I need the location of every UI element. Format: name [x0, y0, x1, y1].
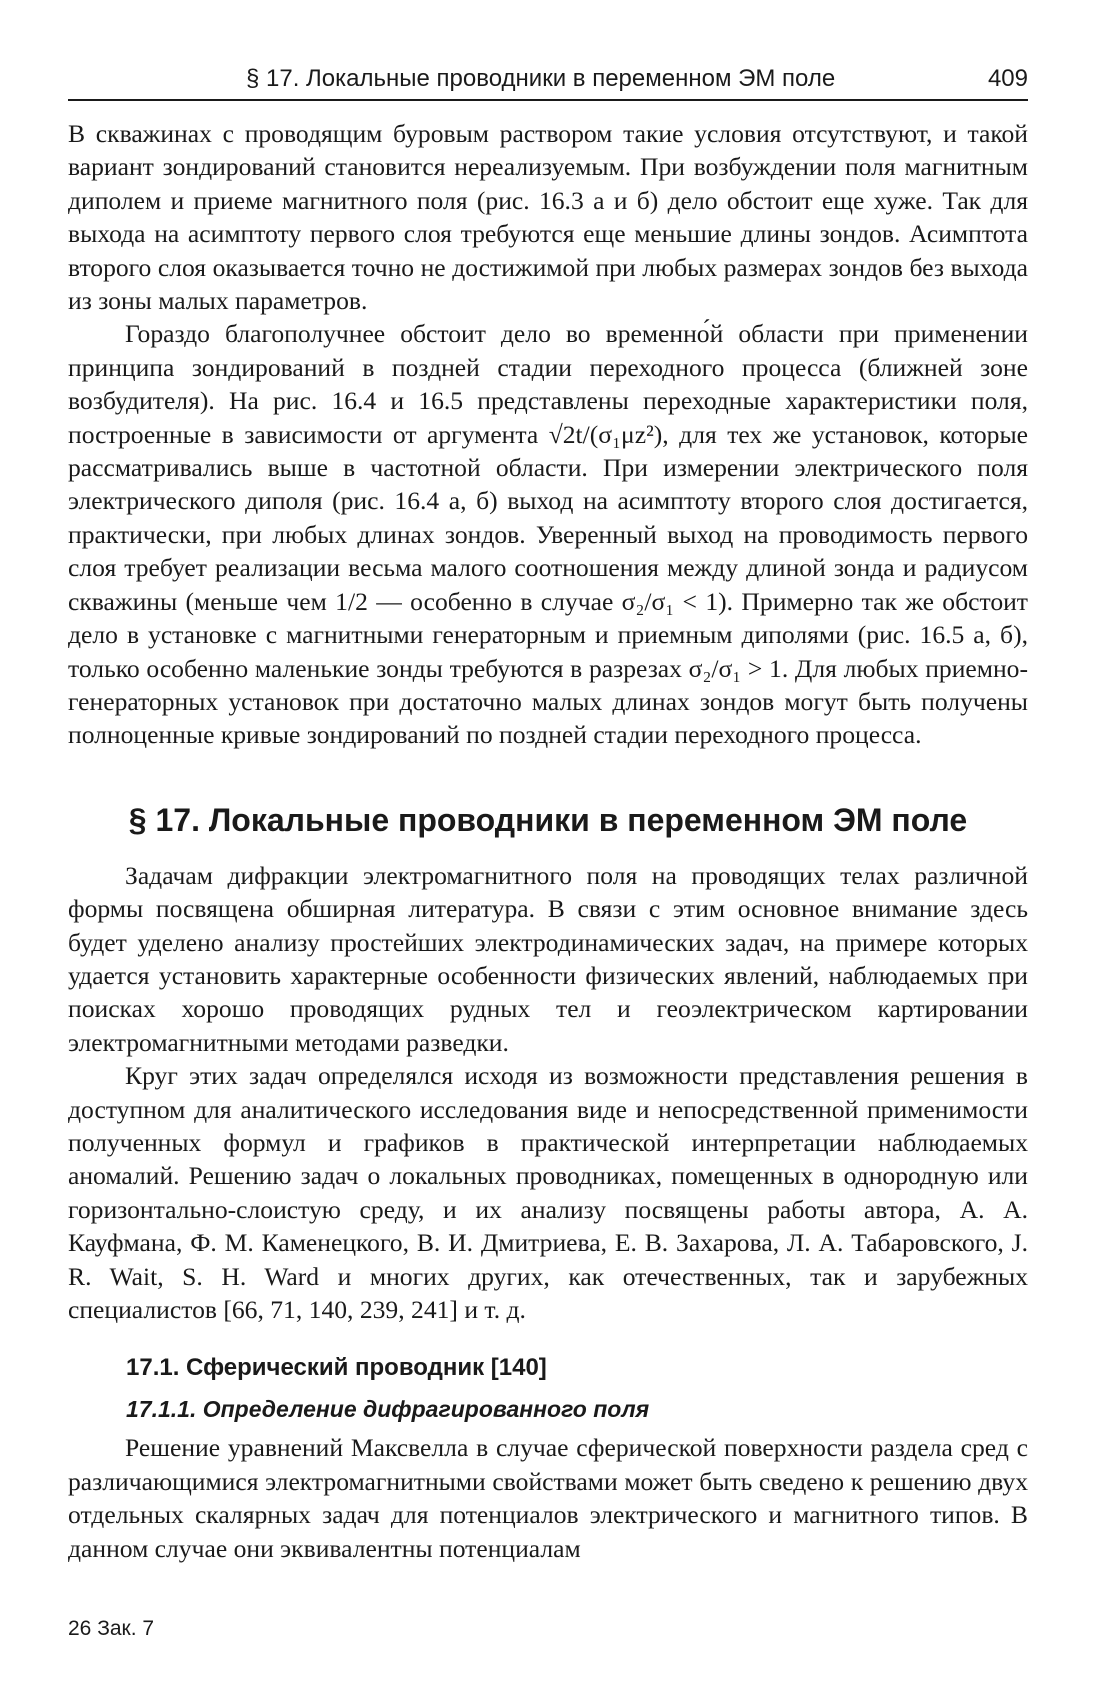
subsubsection-heading: 17.1.1. Определение дифрагированного поля [126, 1396, 650, 1423]
footer-signature: 26 Зак. 7 [68, 1617, 155, 1640]
section-heading: § 17. Локальные проводники в переменном ЭМ поле [128, 801, 968, 838]
paragraph-section-intro: Задачам дифракции электромагнитного поля на проводящих телах различной формы посвящена обширная литература. В связи с этим основное внимание здесь будет уделено анализу простейших электродинамических задач, на примере которых удается установить характерные особенности физических явлений, наблюдаемых при поисках хорошо проводящих рудных тел и геоэлектрическом картировании электромагнитными методами разведки. [68, 860, 1028, 1057]
paragraph-transient: Гораздо благополучнее обстоит дело во временно́й области при применении принципа зондирований в поздней стадии переходного процесса (ближней зоне возбудителя). На рис. 16.4 и 16.5 представлены переходные характеристики поля, построенные в зависимости от аргумента √2t/(σ₁μz²), для тех же установок, которые рассматривались выше в частотной области. При измерении электрического поля электрического диполя (рис. 16.4 а, б) выход на асимптоту второго слоя достигается, практически, при любых длинах зондов. Уверенный выход на проводимость первого слоя требует реализации весьма малого соотношения между длиной зонда и радиусом скважины (меньше чем 1/2 — особенно в случае σ₂/σ₁ < 1). Примерно так же обстоит дело в установке с магнитными генераторным и приемным диполями (рис. 16.5 а, б), только особенно маленькие зонды требуются в разрезах σ₂/σ₁ > 1. Для любых приемно-генераторных установок при достаточно малых длинах зондов могут быть получены полноценные кривые зондирований по поздней стадии переходного процесса. [68, 319, 1028, 750]
running-head [68, 55, 1028, 101]
paragraph-continuation: В скважинах с проводящим буровым раствором такие условия отсутствуют, и такой вариант зондирований становится нереализуемым. При возбуждении поля магнитным диполем и приеме магнитного поля (рис. 16.3 а и б) дело обстоит еще хуже. Так для выхода на асимптоту первого слоя требуются еще меньшие длины зондов. Асимптота второго слоя оказывается точно не достижимой при любых размерах зондов без выхода из зоны малых параметров. [68, 119, 1028, 316]
page-number: 409 [987, 65, 1028, 92]
paragraph-subsection: Решение уравнений Максвелла в случае сферической поверхности раздела сред с различающимися электромагнитными свойствами может быть сведено к решению двух отдельных скалярных задач для потенциалов электрического и магнитного типов. В данном случае они эквивалентны потенциалам [68, 1433, 1028, 1563]
page [68, 55, 1028, 1565]
running-head-title: § 17. Локальные проводники в переменном ЭМ поле [246, 65, 836, 92]
paragraph-section-scope: Круг этих задач определялся исходя из возможности представления решения в доступном для аналитического исследования виде и непосредственной применимости полученных формул и графиков в практической интерпретации наблюдаемых аномалий. Решению задач о локальных проводниках, помещенных в однородную или горизонтально-слоистую среду, и их анализу посвящены работы автора, А. А. Кауфмана, Ф. М. Каменецкого, В. И. Дмитриева, Е. В. Захарова, Л. А. Табаровского, J. R. Wait, S. H. Ward и многих других, как отечественных, так и зарубежных специалистов [66, 71, 140, 239, 241] и т. д. [68, 1061, 1028, 1324]
subsection-heading: 17.1. Сферический проводник [140] [126, 1354, 547, 1382]
